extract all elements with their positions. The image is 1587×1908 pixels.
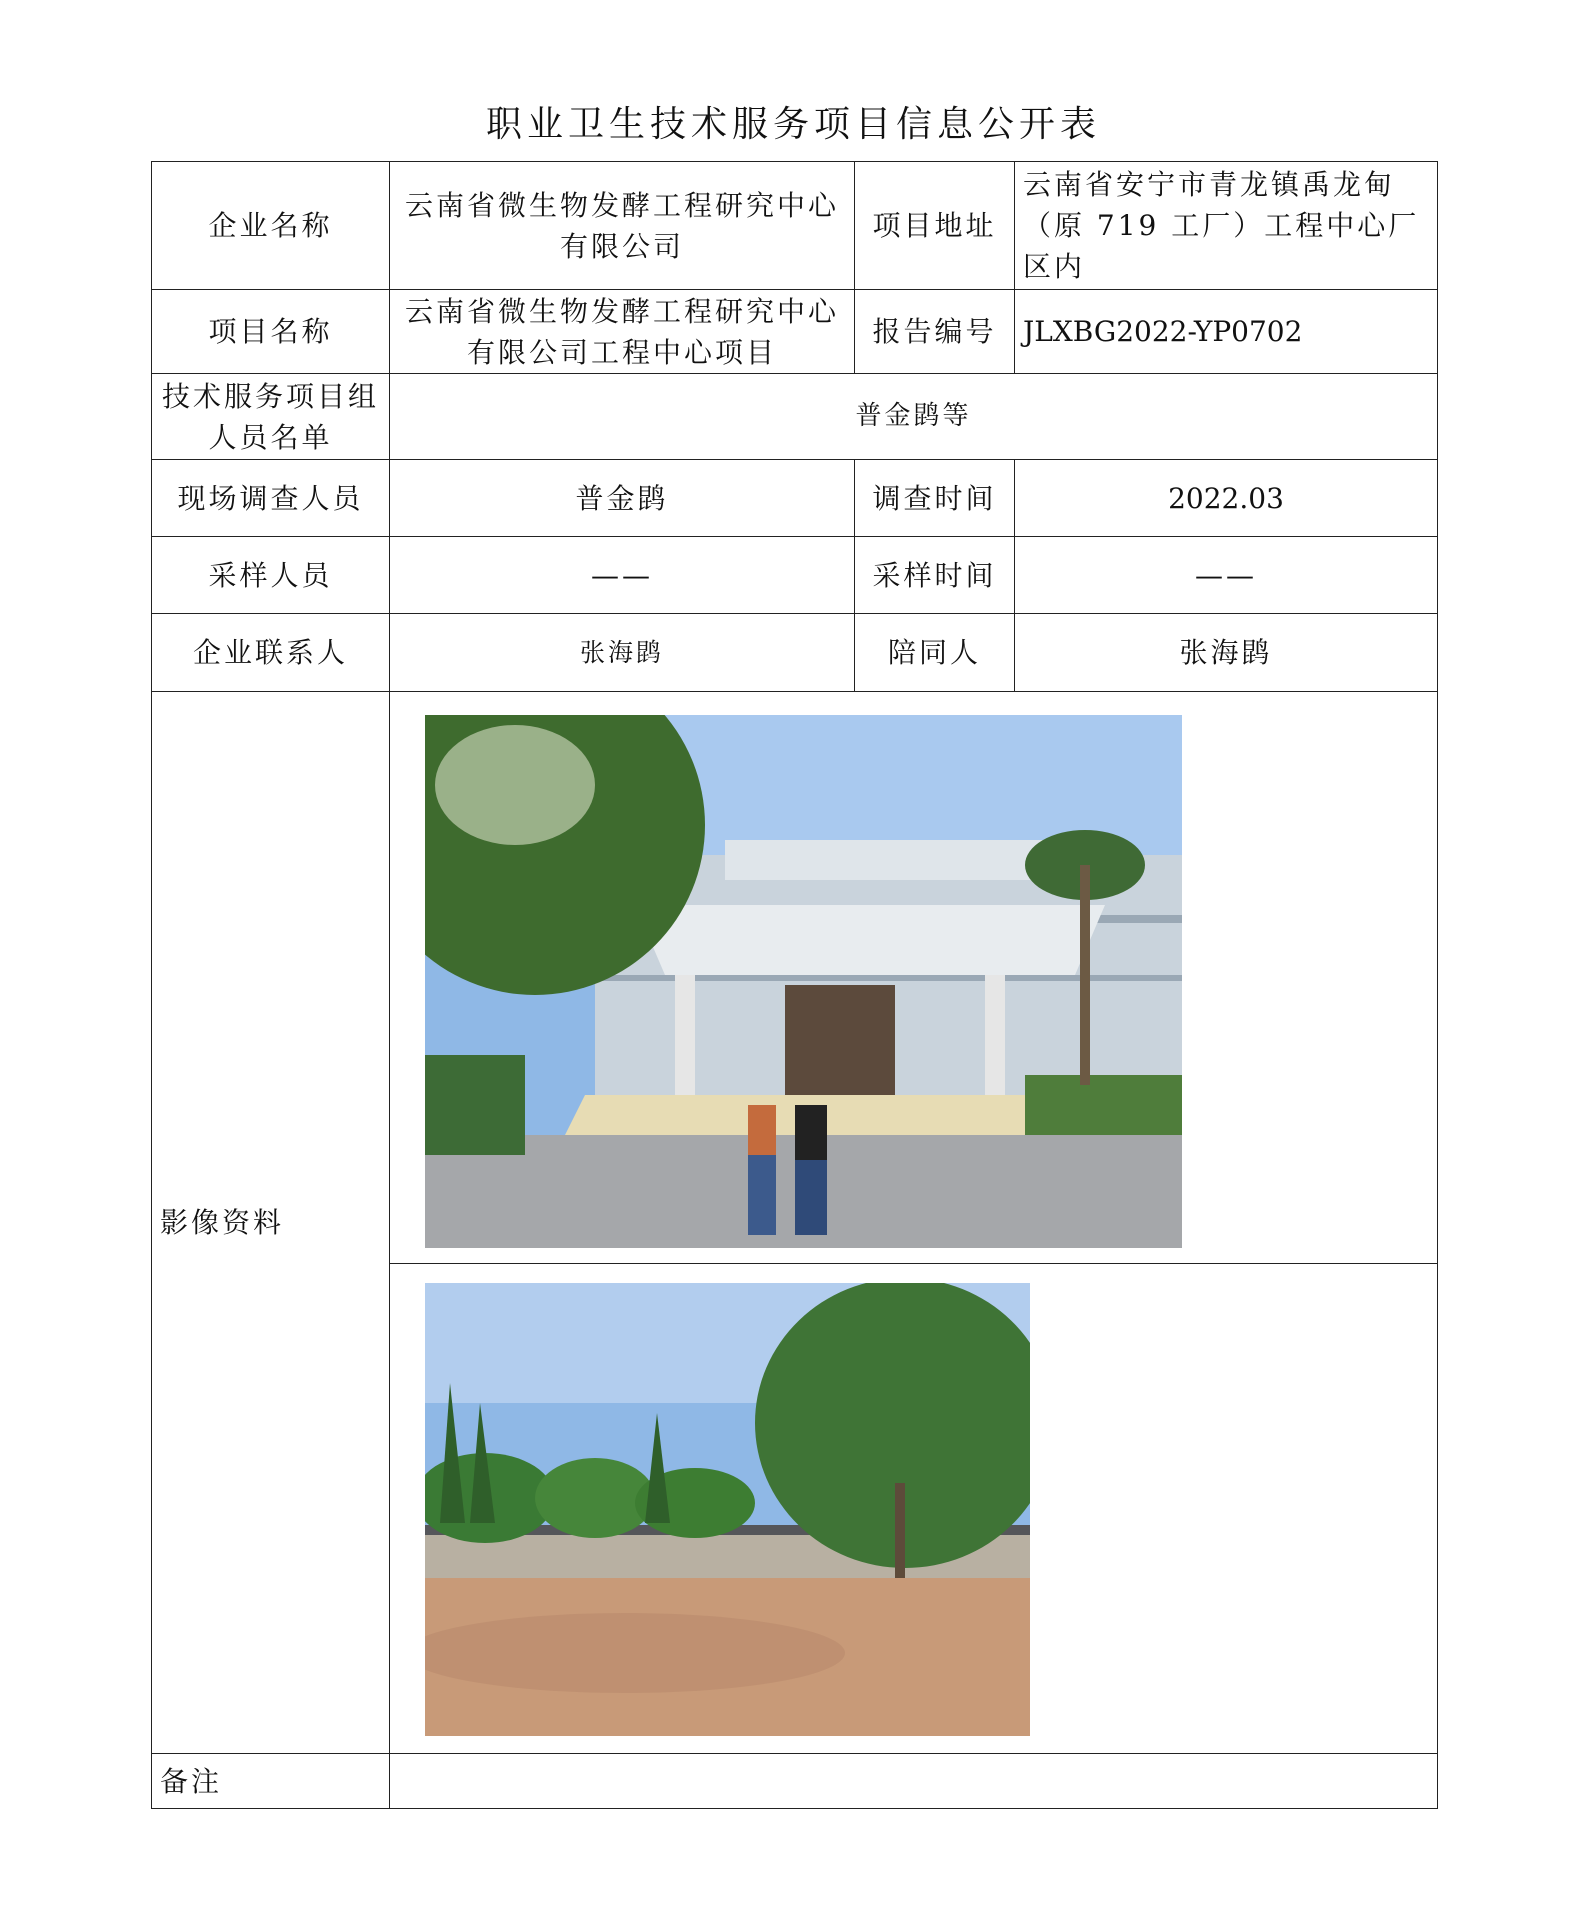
table-row <box>152 1754 1438 1809</box>
image-label: 影像资料 <box>152 692 390 1754</box>
sample-time-label: 采样时间 <box>855 537 1015 614</box>
photo-cell-2 <box>390 1264 1438 1754</box>
sampler-value: —— <box>390 537 855 614</box>
project-label: 项目名称 <box>152 290 390 374</box>
address-value: 云南省安宁市青龙镇禹龙甸（原 719 工厂）工程中心厂区内 <box>1015 162 1438 290</box>
survey-label: 现场调查人员 <box>152 460 390 537</box>
page-title: 职业卫生技术服务项目信息公开表 <box>485 104 1101 145</box>
report-value: JLXBG2022-YP0702 <box>1015 290 1438 374</box>
table-row <box>152 614 1438 692</box>
contact-value: 张海鹍 <box>390 614 855 692</box>
table-row <box>152 537 1438 614</box>
address-label: 项目地址 <box>855 162 1015 290</box>
table-row <box>152 162 1438 290</box>
table-row <box>152 692 1438 1264</box>
team-label: 技术服务项目组人员名单 <box>152 374 390 460</box>
sample-time-value: —— <box>1015 537 1438 614</box>
table-row <box>152 460 1438 537</box>
report-label: 报告编号 <box>855 290 1015 374</box>
survey-value: 普金鹍 <box>390 460 855 537</box>
photo-cell-1 <box>390 692 1438 1264</box>
info-table <box>151 161 1438 1809</box>
site-photo <box>425 1283 1030 1736</box>
remark-label: 备注 <box>152 1754 390 1809</box>
team-value: 普金鹍等 <box>390 374 1438 460</box>
contact-label: 企业联系人 <box>152 614 390 692</box>
accompany-label: 陪同人 <box>855 614 1015 692</box>
table-row <box>152 290 1438 374</box>
table-row <box>152 374 1438 460</box>
building-photo <box>425 715 1182 1248</box>
survey-time-label: 调查时间 <box>855 460 1015 537</box>
company-label: 企业名称 <box>152 162 390 290</box>
remark-value <box>390 1754 1438 1809</box>
survey-time-value: 2022.03 <box>1015 460 1438 537</box>
sampler-label: 采样人员 <box>152 537 390 614</box>
accompany-value: 张海鹍 <box>1015 614 1438 692</box>
project-value: 云南省微生物发酵工程研究中心有限公司工程中心项目 <box>390 290 855 374</box>
company-value: 云南省微生物发酵工程研究中心有限公司 <box>390 162 855 290</box>
